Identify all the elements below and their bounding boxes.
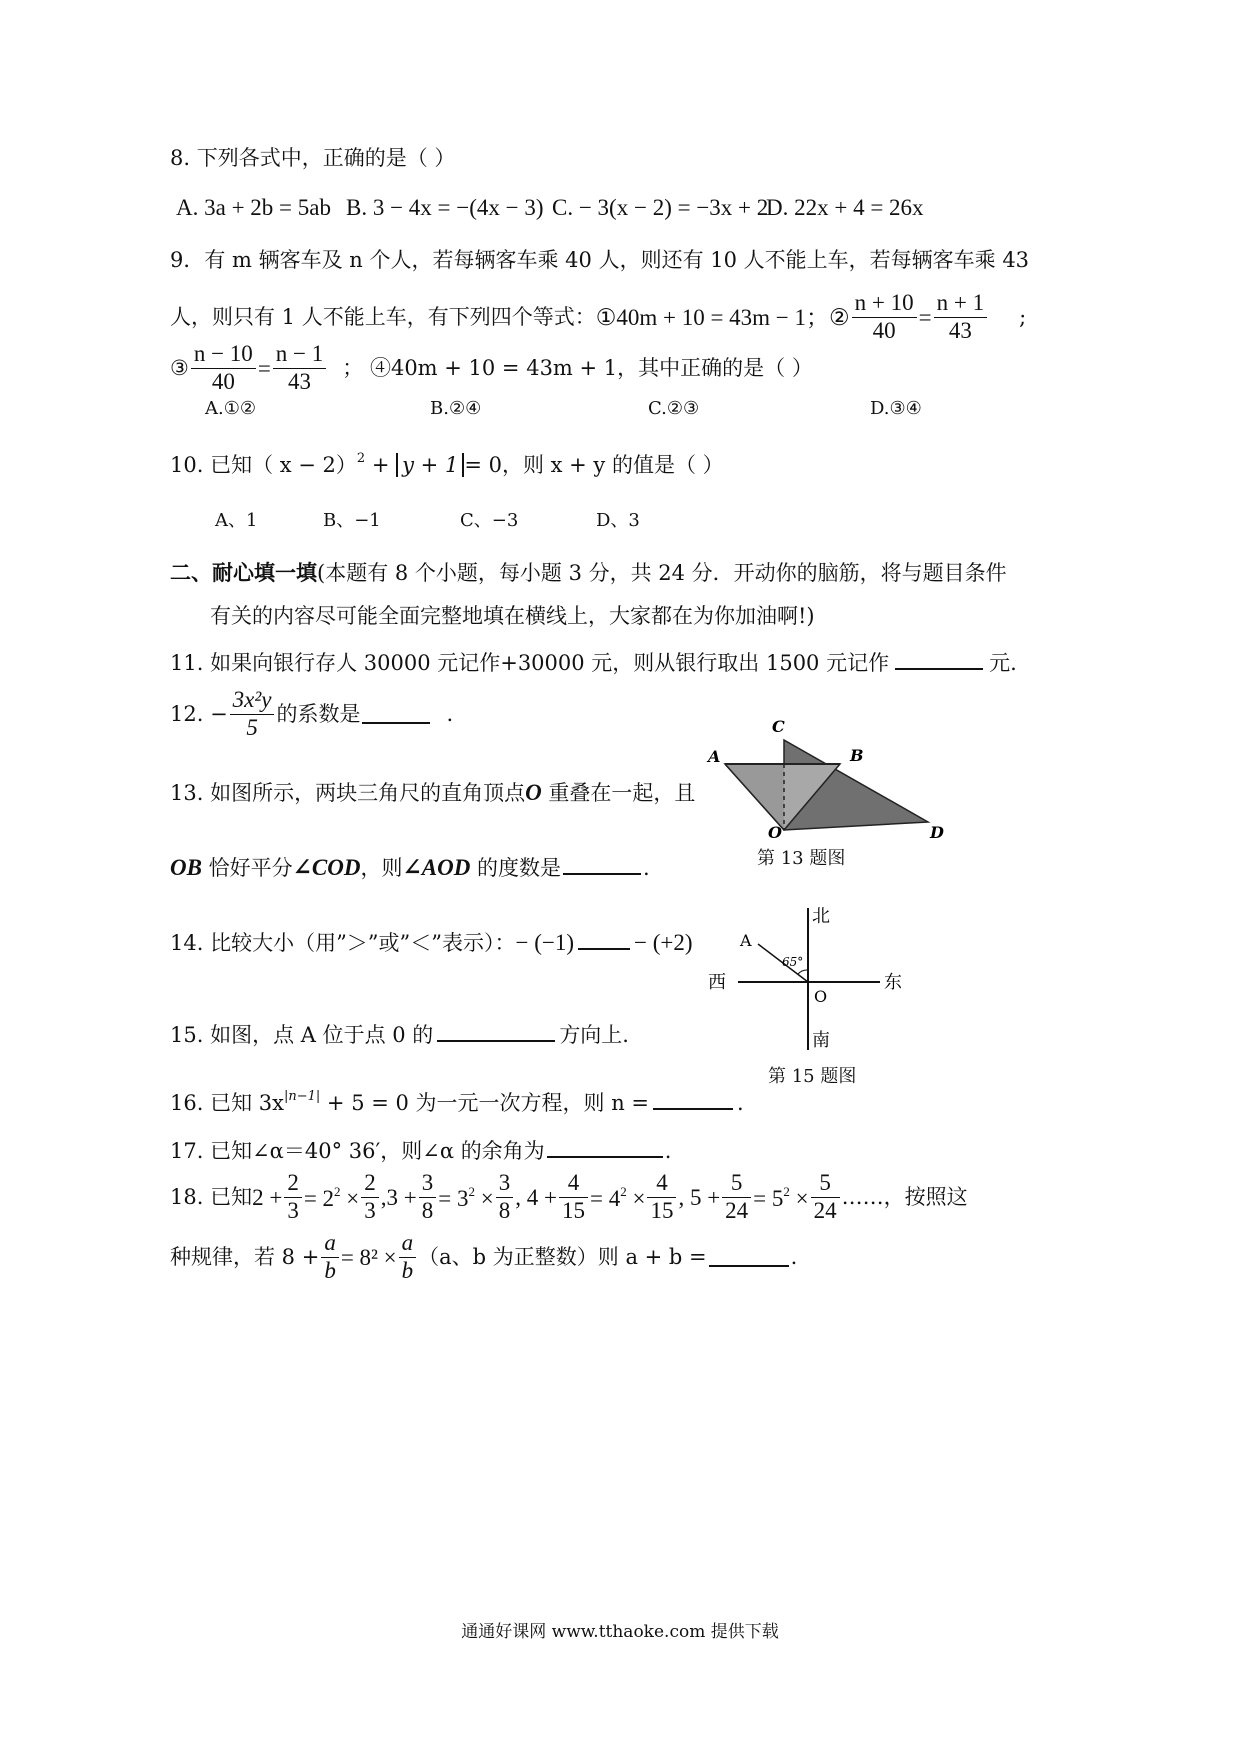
q15-answer-blank[interactable] — [437, 1022, 555, 1042]
label-angle: 65° — [782, 955, 804, 969]
label-o: O — [814, 987, 828, 1006]
q9-eq3-left-fraction: $\frac{n - 10}{40}$ — [191, 341, 256, 395]
label-o: O — [768, 823, 782, 842]
q9-eq3-right-fraction: $\frac{n - 1}{43}$ — [273, 341, 326, 395]
q9-option-b: B.②④ — [430, 398, 482, 419]
q12: 12. − $\frac{\text{3x²y}}{5}$ 的系数是 . — [170, 687, 454, 740]
q13-figure — [700, 712, 960, 862]
q10-option-d: D、3 — [596, 510, 640, 531]
q12-answer-blank[interactable] — [362, 704, 430, 724]
label-east: 东 — [884, 972, 902, 993]
q17-answer-blank[interactable] — [547, 1138, 663, 1158]
label-b: B — [850, 746, 864, 765]
q16: 16. 已知 $3x^{|n-1|} + 5 = 0$ 为一元一次方程，则 n = . — [170, 1089, 744, 1115]
label-a: A — [708, 747, 721, 766]
q13-line2: OB 恰好平分∠COD，则∠AOD 的度数是 . — [170, 855, 650, 880]
q9-line2-text: 人，则只有 1 人不能上车，有下列四个等式： — [170, 304, 596, 329]
q11: 11. 如果向银行存人 30000 元记作+30000 元，则从银行取出 1500 元记作 元. — [170, 651, 1017, 675]
q8-stem: 8. 下列各式中，正确的是（ ） — [170, 146, 456, 170]
q8-option-b: B. 3 − 4x = −(4x − 3) — [346, 195, 544, 220]
q17: 17. 已知∠α＝40° 36′，则∠α 的余角为 . — [170, 1139, 672, 1163]
section2-heading-line — [170, 562, 1007, 584]
q10-option-a: A、1 — [215, 510, 258, 531]
q18-line2: 种规律，若 8 + $\frac{a}{b}$ = 8² × $\frac{a}{b}$ （a、b 为正整数）则 a + b = . — [170, 1230, 798, 1283]
q9-option-d: D.③④ — [870, 398, 922, 419]
q12-fraction: $\frac{\text{3x²y}}{5}$ — [230, 687, 275, 741]
q9-eq3-prefix: ③ — [170, 355, 189, 380]
q8-option-d: D. 22x + 4 = 26x — [766, 195, 924, 220]
q9-eq1: ①40m + 10 = 43m − 1；② — [595, 304, 850, 330]
q15-caption: 第 15 题图 — [768, 1066, 857, 1087]
section2-desc1: (本题有 8 个小题，每小题 3 分，共 24 分．开动你的脑筋，将与题目条件 — [317, 561, 1007, 585]
q13-answer-blank[interactable] — [563, 855, 641, 875]
q9-eq4: ； ④40m + 10 = 43m + 1，其中正确的是（ ） — [342, 355, 813, 380]
q9-option-c: C.②③ — [648, 398, 700, 419]
q9-eq2-left-fraction: $\frac{n + 10}{40}$ — [852, 290, 917, 344]
q13-line1: 13. 如图所示，两块三角尺的直角顶点O 重叠在一起，且 — [170, 780, 696, 805]
q9-eq2-right-fraction: $\frac{n + 1}{43}$ — [934, 290, 987, 344]
q15: 15. 如图，点 A 位于点 0 的 方向上. — [170, 1023, 629, 1047]
q14-answer-blank[interactable] — [578, 930, 630, 950]
label-c: C — [772, 717, 785, 736]
q9-option-a: A.①② — [205, 398, 256, 419]
q10-stem: 10. 已知（ x − 2）$^2$ + y + 1 = 0，则 x + y 的值是（ ） — [170, 451, 724, 477]
label-north: 北 — [812, 906, 830, 927]
q10-option-b: B、−1 — [323, 510, 381, 531]
q9-line3: ③ $\frac{n - 10}{40}$ = $\frac{n - 1}{43}$ ； ④40m + 10 = 43m + 1，其中正确的是（ ） — [170, 341, 813, 394]
q8-option-a: A. 3a + 2b = 5ab — [176, 195, 331, 220]
section2-heading: 二、耐心填一填 — [170, 560, 317, 585]
label-d: D — [930, 823, 944, 842]
q11-answer-blank[interactable] — [895, 650, 983, 670]
label-a: A — [740, 931, 752, 950]
q13-caption: 第 13 题图 — [757, 848, 846, 869]
q14: 14. 比较大小（用”＞”或”＜”表示）：− (−1) − (+2) — [170, 930, 693, 955]
q18-answer-blank[interactable] — [709, 1247, 789, 1267]
footer: 通通好课网 www.tthaoke.com 提供下载 — [461, 1622, 779, 1642]
q18-line1: 18. 已知 2 + $\frac{2}{3}$ = $2^2$ × $\frac{2}{3}$ ,3 + $\frac{3}{8}$ = $3^2$ × $\frac{3}{8}$ , 4 + $\frac{4}{15}$ = $4^2$ × $\frac{4}{15}$ , 5 + $\frac{5}{24}$ = $5^2$ × $\frac{5}{24}$ ……，按照这 — [170, 1170, 968, 1223]
section2-desc2: 有关的内容尽可能全面完整地填在横线上，大家都在为你加油啊!) — [210, 604, 815, 628]
label-south: 南 — [812, 1030, 830, 1051]
q9-line2: 人，则只有 1 人不能上车，有下列四个等式： ①40m + 10 = 43m − 1；② $\frac{n + 10}{40}$ = $\frac{n + 1}{43}$ ; — [170, 290, 1027, 343]
q10-absolute-value: y + 1 — [396, 453, 464, 477]
q15-compass-figure — [700, 900, 920, 1060]
q9-line1: 9．有 m 辆客车及 n 个人，若每辆客车乘 40 人，则还有 10 人不能上车，若每辆客车乘 43 — [170, 248, 1030, 272]
q8-option-c: C. − 3(x − 2) = −3x + 2 — [552, 195, 769, 220]
label-west: 西 — [708, 972, 726, 993]
q16-answer-blank[interactable] — [653, 1090, 733, 1110]
q10-option-c: C、−3 — [460, 510, 519, 531]
